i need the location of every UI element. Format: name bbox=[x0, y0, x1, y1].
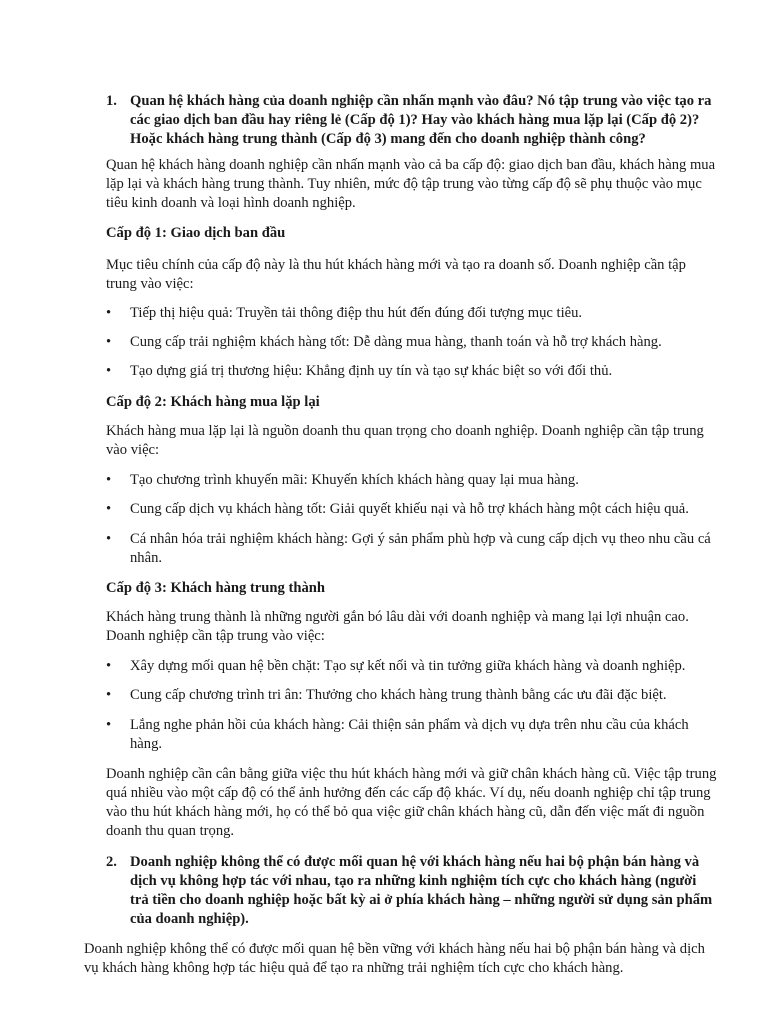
bullet-text: Cung cấp chương trình tri ân: Thưởng cho khách hàng trung thành bằng các ưu đãi đặc biệt. bbox=[130, 687, 667, 703]
bullet-text: Xây dựng mối quan hệ bền chặt: Tạo sự kết nối và tin tưởng giữa khách hàng và doanh nghiệp. bbox=[130, 658, 686, 674]
question-text: Quan hệ khách hàng của doanh nghiệp cần nhấn mạnh vào đâu? Nó tập trung vào việc tạo ra các giao dịch ban đầu hay riêng lẻ (Cấp độ 1)? Hay vào khách hàng mua lặp lại (Cấp độ 2)? Hoặc khách hàng trung thành (Cấp độ 3) mang đến cho doanh nghiệp thành công? bbox=[130, 93, 712, 147]
bullet-text: Cung cấp trải nghiệm khách hàng tốt: Dễ dàng mua hàng, thanh toán và hỗ trợ khách hàng. bbox=[130, 334, 662, 350]
bullet-text: Cung cấp dịch vụ khách hàng tốt: Giải quyết khiếu nại và hỗ trợ khách hàng một cách hiệu quả. bbox=[130, 501, 689, 517]
bullet-text: Cá nhân hóa trải nghiệm khách hàng: Gợi ý sản phẩm phù hợp và cung cấp dịch vụ theo nhu cầu cá nhân. bbox=[130, 531, 711, 566]
question-text: Doanh nghiệp không thể có được mối quan hệ với khách hàng nếu hai bộ phận bán hàng và dịch vụ không hợp tác với nhau, tạo ra những kinh nghiệm tích cực cho khách hàng (người trả tiền cho doanh nghiệp hoặc bất kỳ ai ở phía khách hàng – những người sử dụng sản phẩm của doanh nghiệp). bbox=[130, 854, 713, 927]
level2-bullet bbox=[106, 500, 718, 519]
level2-description: Khách hàng mua lặp lại là nguồn doanh thu quan trọng cho doanh nghiệp. Doanh nghiệp cần tập trung vào việc: bbox=[106, 423, 704, 458]
level3-heading: Cấp độ 3: Khách hàng trung thành bbox=[106, 580, 325, 596]
bullet-text: Lắng nghe phản hồi của khách hàng: Cải thiện sản phẩm và dịch vụ dựa trên nhu cầu của khách hàng. bbox=[130, 717, 689, 752]
bullet-icon: • bbox=[106, 472, 112, 488]
level3-description: Khách hàng trung thành là những người gắn bó lâu dài với doanh nghiệp và mang lại lợi nhuận cao. Doanh nghiệp cần tập trung vào việc: bbox=[106, 609, 689, 644]
level3-bullet bbox=[106, 657, 718, 676]
bullet-text: Tạo chương trình khuyến mãi: Khuyến khích khách hàng quay lại mua hàng. bbox=[130, 472, 579, 488]
level2-bullet bbox=[106, 471, 718, 490]
question-number: 1. bbox=[106, 93, 117, 109]
level3-bullet bbox=[106, 716, 718, 754]
question-number: 2. bbox=[106, 854, 117, 870]
bullet-text: Tiếp thị hiệu quả: Truyền tải thông điệp thu hút đến đúng đối tượng mục tiêu. bbox=[130, 305, 583, 321]
bullet-icon: • bbox=[106, 363, 112, 379]
level1-bullet bbox=[106, 333, 718, 352]
level1-heading: Cấp độ 1: Giao dịch ban đầu bbox=[106, 225, 286, 241]
level2-bullet bbox=[106, 530, 718, 568]
conclusion-paragraph: Doanh nghiệp cần cân bằng giữa việc thu hút khách hàng mới và giữ chân khách hàng cũ. Việc tập trung quá nhiều vào một cấp độ có thể ảnh hưởng đến các cấp độ khác. Ví dụ, nếu doanh nghiệp chỉ tập trung vào thu hút khách hàng mới, họ có thể bỏ qua việc giữ chân khách hàng cũ, dẫn đến việc mất đi nguồn doanh thu quan trọng. bbox=[106, 766, 717, 839]
level1-bullet bbox=[106, 362, 718, 381]
bullet-text: Tạo dựng giá trị thương hiệu: Khẳng định uy tín và tạo sự khác biệt so với đối thủ. bbox=[130, 363, 613, 379]
level1-description: Mục tiêu chính của cấp độ này là thu hút khách hàng mới và tạo ra doanh số. Doanh nghiệp cần tập trung vào việc: bbox=[106, 257, 686, 292]
bullet-icon: • bbox=[106, 531, 112, 547]
level3-bullet bbox=[106, 686, 718, 705]
question-1 bbox=[106, 92, 716, 149]
bullet-icon: • bbox=[106, 334, 112, 350]
bullet-icon: • bbox=[106, 305, 112, 321]
bullet-icon: • bbox=[106, 717, 112, 733]
bullet-icon: • bbox=[106, 501, 112, 517]
bullet-icon: • bbox=[106, 687, 112, 703]
bullet-icon: • bbox=[106, 658, 112, 674]
intro-paragraph: Quan hệ khách hàng doanh nghiệp cần nhấn mạnh vào cả ba cấp độ: giao dịch ban đầu, khách hàng mua lặp lại và khách hàng trung thành. Tuy nhiên, mức độ tập trung vào từng cấp độ sẽ phụ thuộc vào mục tiêu kinh doanh và loại hình doanh nghiệp. bbox=[106, 157, 716, 211]
level1-bullet bbox=[106, 304, 718, 323]
question-2 bbox=[106, 853, 716, 929]
level2-heading: Cấp độ 2: Khách hàng mua lặp lại bbox=[106, 394, 320, 410]
answer-2-paragraph: Doanh nghiệp không thể có được mối quan hệ bền vững với khách hàng nếu hai bộ phận bán hàng và dịch vụ khách hàng không hợp tác hiệu quả để tạo ra những trải nghiệm tích cực cho khách hàng. bbox=[84, 941, 705, 976]
